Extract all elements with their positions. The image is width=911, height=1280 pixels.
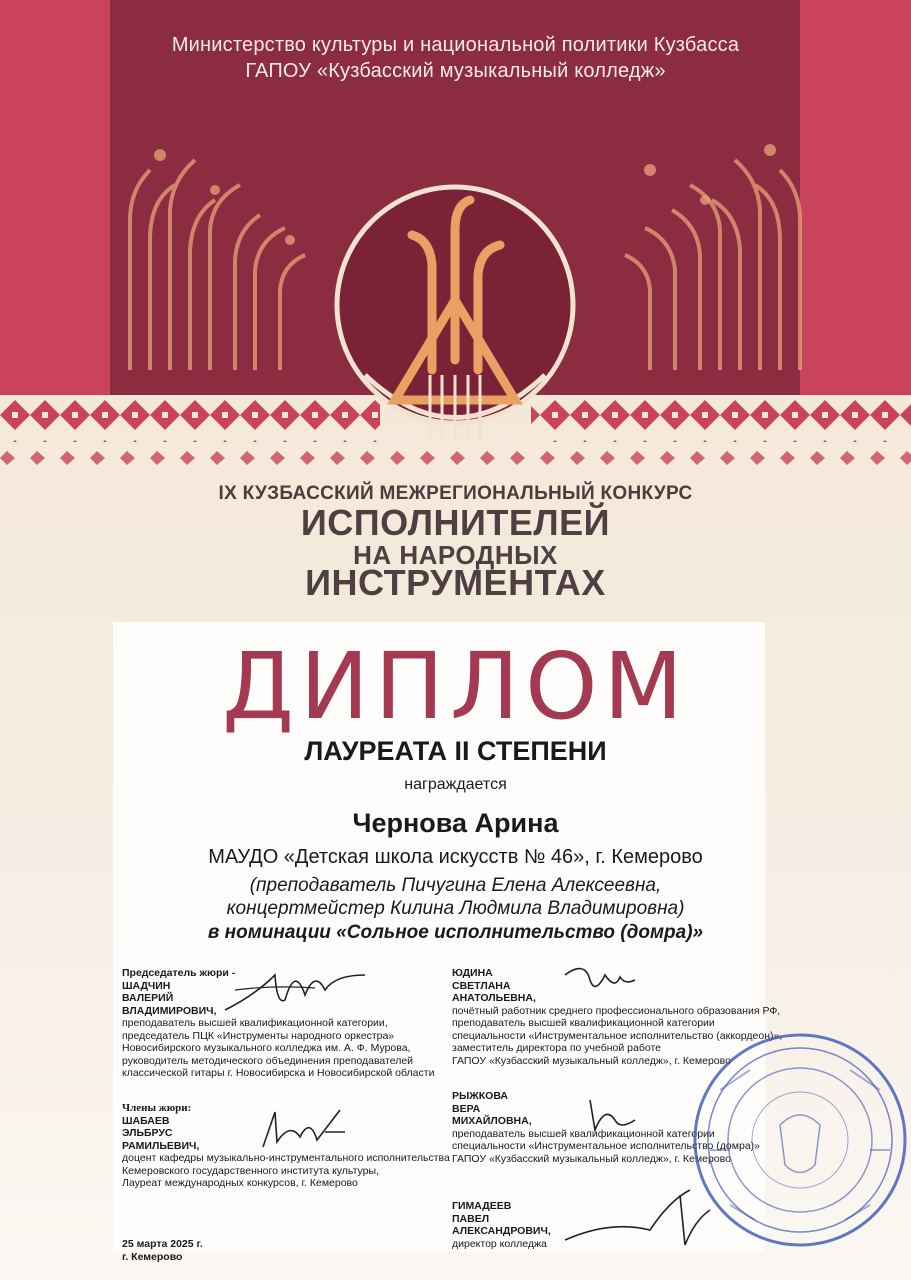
jury-chair-role: Председатель жюри - [122,967,236,979]
member3-surname: РЫЖКОВА [452,1090,508,1102]
director-desc: директор колледжа [452,1237,547,1250]
jury-chair-surname: ШАДЧИН [122,979,171,992]
member2-patronymic: АНАТОЛЬЕВНА, [452,992,536,1004]
contest-title-line1: IX КУЗБАССКИЙ МЕЖРЕГИОНАЛЬНЫЙ КОНКУРС [218,483,693,504]
contest-title-line4: ИНСТРУМЕНТАХ [305,562,606,603]
member1-patronymic: РАМИЛЬЕВИЧ, [122,1139,200,1152]
member3-desc-3: ГАПОУ «Кузбасский музыкальный колледж», г. Кемерово [452,1152,731,1165]
folk-ornament-band [0,395,911,485]
member3-signature [580,1090,650,1140]
member2-name: СВЕТЛАНА [452,979,511,992]
member2-surname: ЮДИНА [452,967,493,979]
member1-desc-3: Лауреат международных конкурсов, г. Кемерово [122,1177,358,1189]
member2-desc-1: почётный работник среднего профессионального образования РФ, [452,1004,781,1017]
jury-chair-name: ВАЛЕРИЙ [122,992,174,1004]
member1-desc-2: Кемеровского государственного института культуры, [122,1164,379,1177]
director-name: ПАВЕЛ [452,1212,490,1225]
member2-signature [560,955,640,1005]
contest-title-line2: ИСПОЛНИТЕЛЕЙ [300,502,611,543]
nomination-line: в номинации «Сольное исполнительство (домра)» [207,922,704,943]
recipient-school: МАУДО «Детская школа искусств № 46», г. Кемерово [208,846,703,868]
jury-chair-desc-4: руководитель методического объединения преподавателей [122,1054,414,1067]
member3-desc-1: преподаватель высшей квалификационной категории [452,1127,715,1140]
jury-members-label: Члены жюри: [122,1102,192,1114]
jury-chair-desc-2: председатель ПЦК «Инструменты народного оркестра» [122,1029,395,1042]
member3-desc-2: специальности «Инструментальное исполнительство (домра)» [452,1140,761,1152]
college-name: ГАПОУ «Кузбасский музыкальный колледж» [245,60,666,82]
awarded-text: награждается [404,776,507,793]
diploma-title: ДИПЛОМ [222,633,689,740]
member2-desc-5: ГАПОУ «Кузбасский музыкальный колледж», г. Кемерово [452,1054,731,1067]
teacher-line: (преподаватель Пичугина Елена Алексеевна, [249,875,662,896]
jury-chair-desc-1: преподаватель высшей квалификационной категории, [122,1017,388,1029]
member1-signature [255,1102,355,1162]
chair-signature [215,955,375,1025]
issue-date-block [122,1238,322,1263]
member1-name: ЭЛЬБРУС [122,1127,173,1139]
college-seal-stamp [690,1030,911,1270]
laureate-degree: ЛАУРЕАТА II СТЕПЕНИ [304,736,607,766]
accompanist-line: концертмейстер Килина Людмила Владимировна) [226,898,685,919]
jury-chair-desc-5: классической гитары г. Новосибирска и Новосибирской области [122,1067,435,1079]
member2-desc-4: заместитель директора по учебной работе [452,1042,661,1054]
director-patronymic: АЛЕКСАНДРОВИЧ, [452,1225,551,1237]
member2-desc-2: преподаватель высшей квалификационной категории [452,1017,715,1029]
jury-chair-desc-3: Новосибирского музыкального колледжа им. А. Ф. Мурова, [122,1042,411,1054]
member1-surname: ШАБАЕВ [122,1114,170,1127]
member2-desc-3: специальности «Инструментальное исполнительство (аккордеон)», [452,1029,783,1042]
issue-date: 25 марта 2025 г. [122,1238,203,1250]
jury-chair-patronymic: ВЛАДИМИРОВИЧ, [122,1004,217,1017]
recipient-name: Чернова Арина [352,808,559,838]
member1-desc-1: доцент кафедры музыкально-инструментального исполнительства [122,1152,450,1164]
director-surname: ГИМАДЕЕВ [452,1200,512,1212]
contest-title-line3: НА НАРОДНЫХ [353,540,558,570]
member3-patronymic: МИХАЙЛОВНА, [452,1115,532,1127]
issue-city: г. Кемерово [122,1250,183,1263]
member3-name: ВЕРА [452,1102,481,1115]
ministry-name: Министерство культуры и национальной политики Кузбасса [171,34,740,56]
